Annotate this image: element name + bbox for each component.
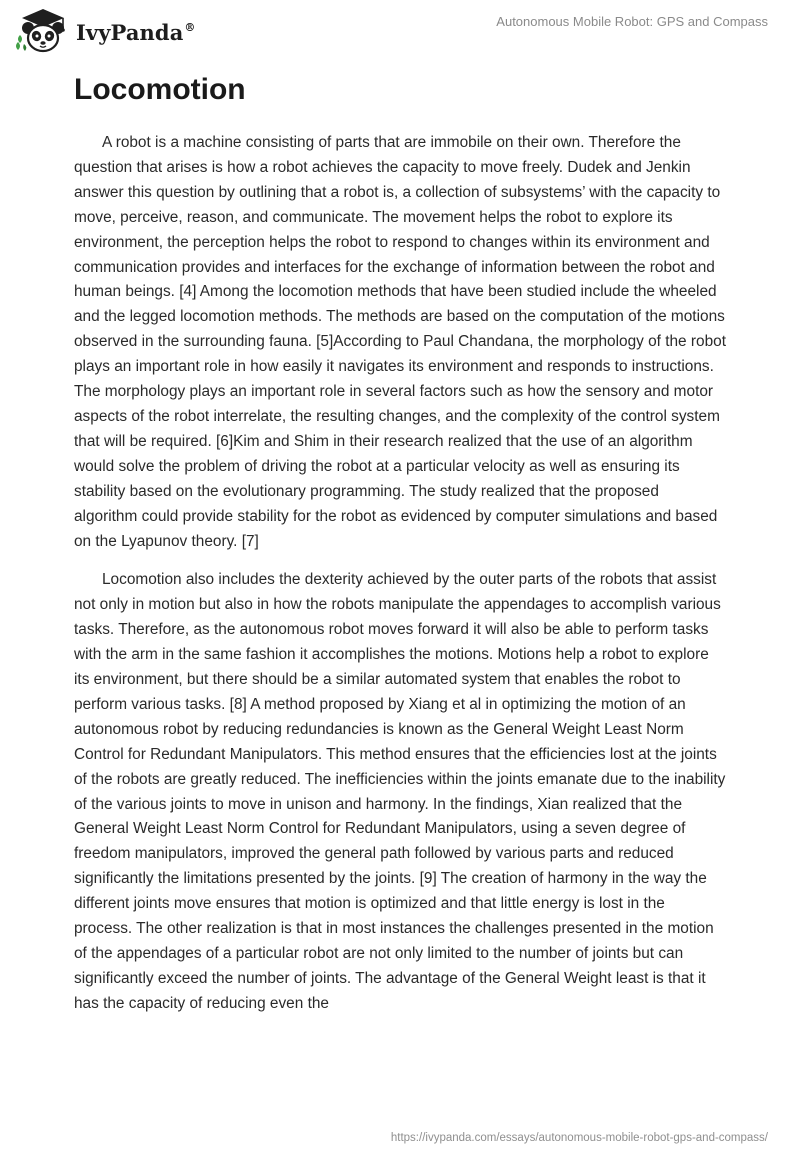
panda-graduate-icon: [14, 7, 72, 55]
brand-name: [76, 20, 196, 45]
section-heading: Locomotion: [74, 73, 246, 106]
page-header: [0, 0, 800, 60]
registered-mark: ®: [184, 20, 196, 34]
source-url[interactable]: https://ivypanda.com/essays/autonomous-mobile-robot-gps-and-compass/: [390, 1132, 768, 1144]
brand-logo[interactable]: [14, 7, 196, 55]
document-title: Autonomous Mobile Robot: GPS and Compass: [496, 14, 768, 29]
article-body: [74, 131, 726, 1031]
paragraph: Locomotion also includes the dexterity achieved by the outer parts of the robots that assist not only in motion but also in how the robots manipulate the appendages to accomplish various tasks. Therefore, as the autonomous robot moves forward it will also be able to perform tasks with the arm in the same fashion it accomplishes the motions. Motions help a robot to explore its environment, but there should be a similar automated system that enables the robot to perform various tasks. [8] A method proposed by Xiang et al in optimizing the motion of an autonomous robot by reducing redundancies is known as the General Weight Least Norm Control for Redundant Manipulators. This method ensures that the efficiencies lost at the joints of the robots are greatly reduced. The inefficiencies within the joints emanate due to the inability of the various joints to move in unison and harmony. In the findings, Xian realized that the General Weight Least Norm Control for Redundant Manipulators, using a seven degree of freedom manipulators, improved the general path followed by various parts and reduced significantly the limitations presented by the joints. [9] The creation of harmony in the way the different joints move ensures that motion is optimized and that little energy is lost in the process. The other realization is that in most instances the challenges presented in the motion of the appendages of a particular robot are not only limited to the number of joints but can significantly exceed the number of joints. The advantage of the General Weight least is that it has the capacity of reducing even the: [74, 571, 726, 1012]
brand-name-text: IvyPanda: [76, 19, 184, 45]
paragraph: A robot is a machine consisting of parts that are immobile on their own. Therefore the question that arises is how a robot achieves the capacity to move freely. Dudek and Jenkin answer this question by outlining that a robot is, a collection of subsystems’ with the capacity to move, perceive, reason, and communicate. The movement helps the robot to explore its environment, the perception helps the robot to respond to changes within its environment and communication provides and interfaces for the exchange of information between the robot and human beings. [4] Among the locomotion methods that have been studied include the wheeled and the legged locomotion methods. The methods are based on the computation of the motions observed in the surrounding fauna. [5]According to Paul Chandana, the morphology of the robot plays an important role in how easily it navigates its environment and responds to instructions. The morphology plays an important role in several factors such as how the sensory and motor aspects of the robot interrelate, the resulting changes, and the complexity of the control system that will be required. [6]Kim and Shim in their research realized that the use of an algorithm would solve the problem of driving the robot at a particular velocity as well as ensuring its stability based on the evolutionary programming. The study realized that the proposed algorithm could provide stability for the robot as evidenced by computer simulations and based on the Lyapunov theory. [7]: [74, 134, 726, 550]
